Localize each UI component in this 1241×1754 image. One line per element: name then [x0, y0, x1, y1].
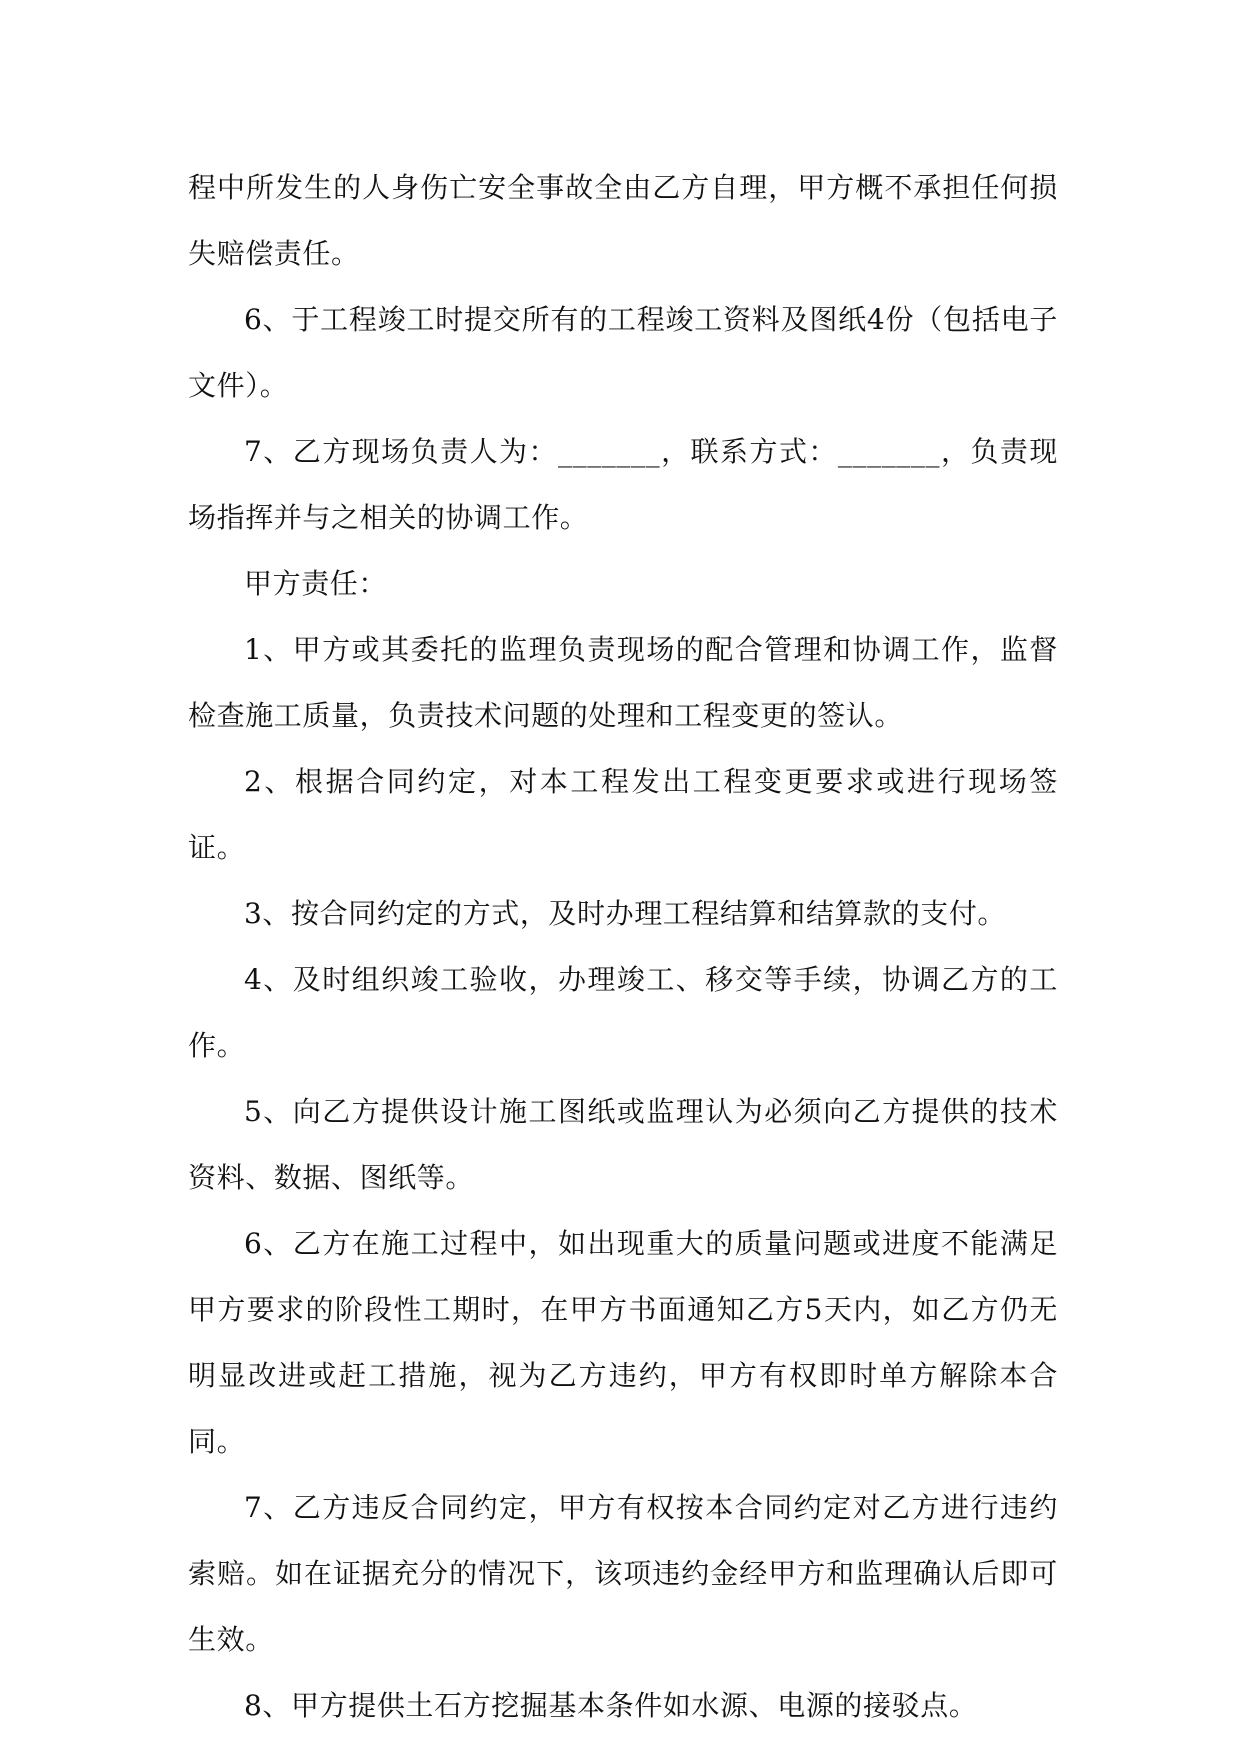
- document-body: [188, 155, 1058, 1739]
- paragraph-a-item-5: 5、向乙方提供设计施工图纸或监理认为必须向乙方提供的技术资料、数据、图纸等。: [188, 1095, 1058, 1194]
- paragraph-a-item-2: 2、根据合同约定，对本工程发出工程变更要求或进行现场签证。: [188, 765, 1058, 864]
- paragraph-a-item-4: 4、及时组织竣工验收，办理竣工、移交等手续，协调乙方的工作。: [188, 963, 1058, 1062]
- paragraph-a-item-6: 6、乙方在施工过程中，如出现重大的质量问题或进度不能满足甲方要求的阶段性工期时，在甲方书面通知乙方5天内，如乙方仍无明显改进或赶工措施，视为乙方违约，甲方有权即时单方解除本合同。: [188, 1227, 1058, 1458]
- paragraph-item-6-submit-docs: 6、于工程竣工时提交所有的工程竣工资料及图纸4份（包括电子文件）。: [188, 303, 1058, 402]
- section-heading-party-a: 甲方责任：: [244, 567, 388, 600]
- paragraph-item-7-site-manager: 7、乙方现场负责人为：_______，联系方式：_______，负责现场指挥并与之相关的协调工作。: [188, 435, 1058, 534]
- paragraph-a-item-3: 3、按合同约定的方式，及时办理工程结算和结算款的支付。: [244, 897, 1007, 930]
- paragraph-a-item-7: 7、乙方违反合同约定，甲方有权按本合同约定对乙方进行违约索赔。如在证据充分的情况下，该项违约金经甲方和监理确认后即可生效。: [188, 1491, 1058, 1656]
- paragraph-continuation: 程中所发生的人身伤亡安全事故全由乙方自理，甲方概不承担任何损失赔偿责任。: [188, 171, 1058, 270]
- paragraph-a-item-1: 1、甲方或其委托的监理负责现场的配合管理和协调工作，监督检查施工质量，负责技术问题的处理和工程变更的签认。: [188, 633, 1058, 732]
- paragraph-a-item-8: 8、甲方提供土石方挖掘基本条件如水源、电源的接驳点。: [244, 1689, 978, 1722]
